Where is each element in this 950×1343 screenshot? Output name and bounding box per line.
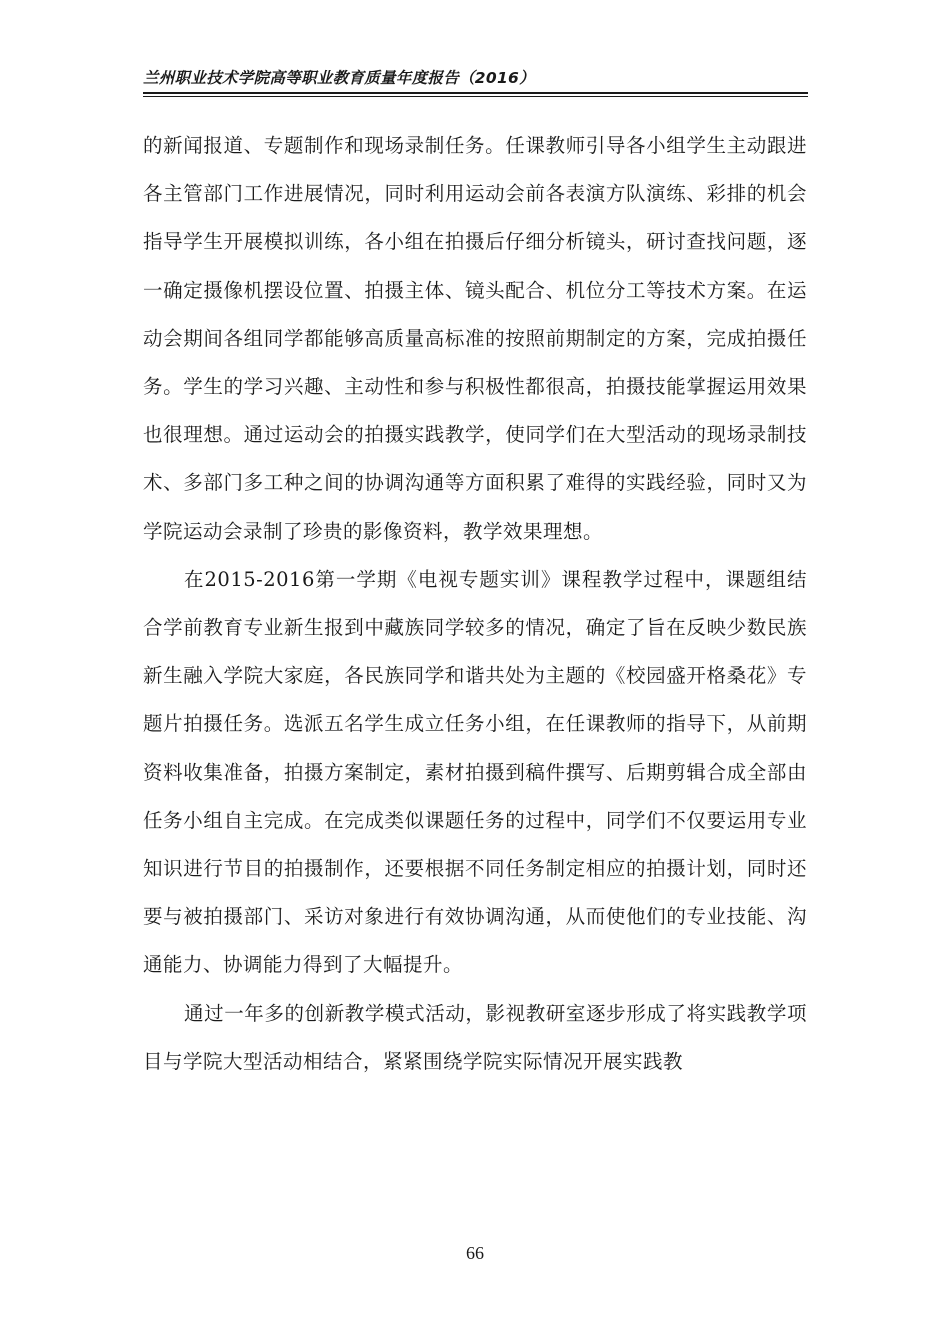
header-divider-thin	[143, 96, 808, 97]
paragraph: 在2015-2016第一学期《电视专题实训》课程教学过程中，课题组结合学前教育专业新生报到中藏族同学较多的情况，确定了旨在反映少数民族新生融入学院大家庭，各民族同学和谐共处为主题的《校园盛开格桑花》专题片拍摄任务。选派五名学生成立任务小组，在任课教师的指导下，从前期资料收集准备，拍摄方案制定，素材拍摄到稿件撰写、后期剪辑合成全部由任务小组自主完成。在完成类似课题任务的过程中，同学们不仅要运用专业知识进行节目的拍摄制作，还要根据不同任务制定相应的拍摄计划，同时还要与被拍摄部门、采访对象进行有效协调沟通，从而使他们的专业技能、沟通能力、协调能力得到了大幅提升。	[143, 567, 807, 977]
body-text	[143, 122, 807, 1086]
header-divider	[143, 92, 808, 94]
page-number: 66	[466, 1243, 484, 1263]
page-header	[143, 64, 808, 94]
report-title: 兰州职业技术学院高等职业教育质量年度报告（2016）	[143, 69, 535, 87]
paragraph-continued: 的新闻报道、专题制作和现场录制任务。任课教师引导各小组学生主动跟进各主管部门工作进展情况，同时利用运动会前各表演方队演练、彩排的机会指导学生开展模拟训练，各小组在拍摄后仔细分析镜头，研讨查找问题，逐一确定摄像机摆设位置、拍摄主体、镜头配合、机位分工等技术方案。在运动会期间各组同学都能够高质量高标准的按照前期制定的方案，完成拍摄任务。学生的学习兴趣、主动性和参与积极性都很高，拍摄技能掌握运用效果也很理想。通过运动会的拍摄实践教学，使同学们在大型活动的现场录制技术、多部门多工种之间的协调沟通等方面积累了难得的实践经验，同时又为学院运动会录制了珍贵的影像资料，教学效果理想。	[143, 134, 807, 543]
paragraph: 通过一年多的创新教学模式活动，影视教研室逐步形成了将实践教学项目与学院大型活动相结合，紧紧围绕学院实际情况开展实践教	[143, 1001, 807, 1073]
